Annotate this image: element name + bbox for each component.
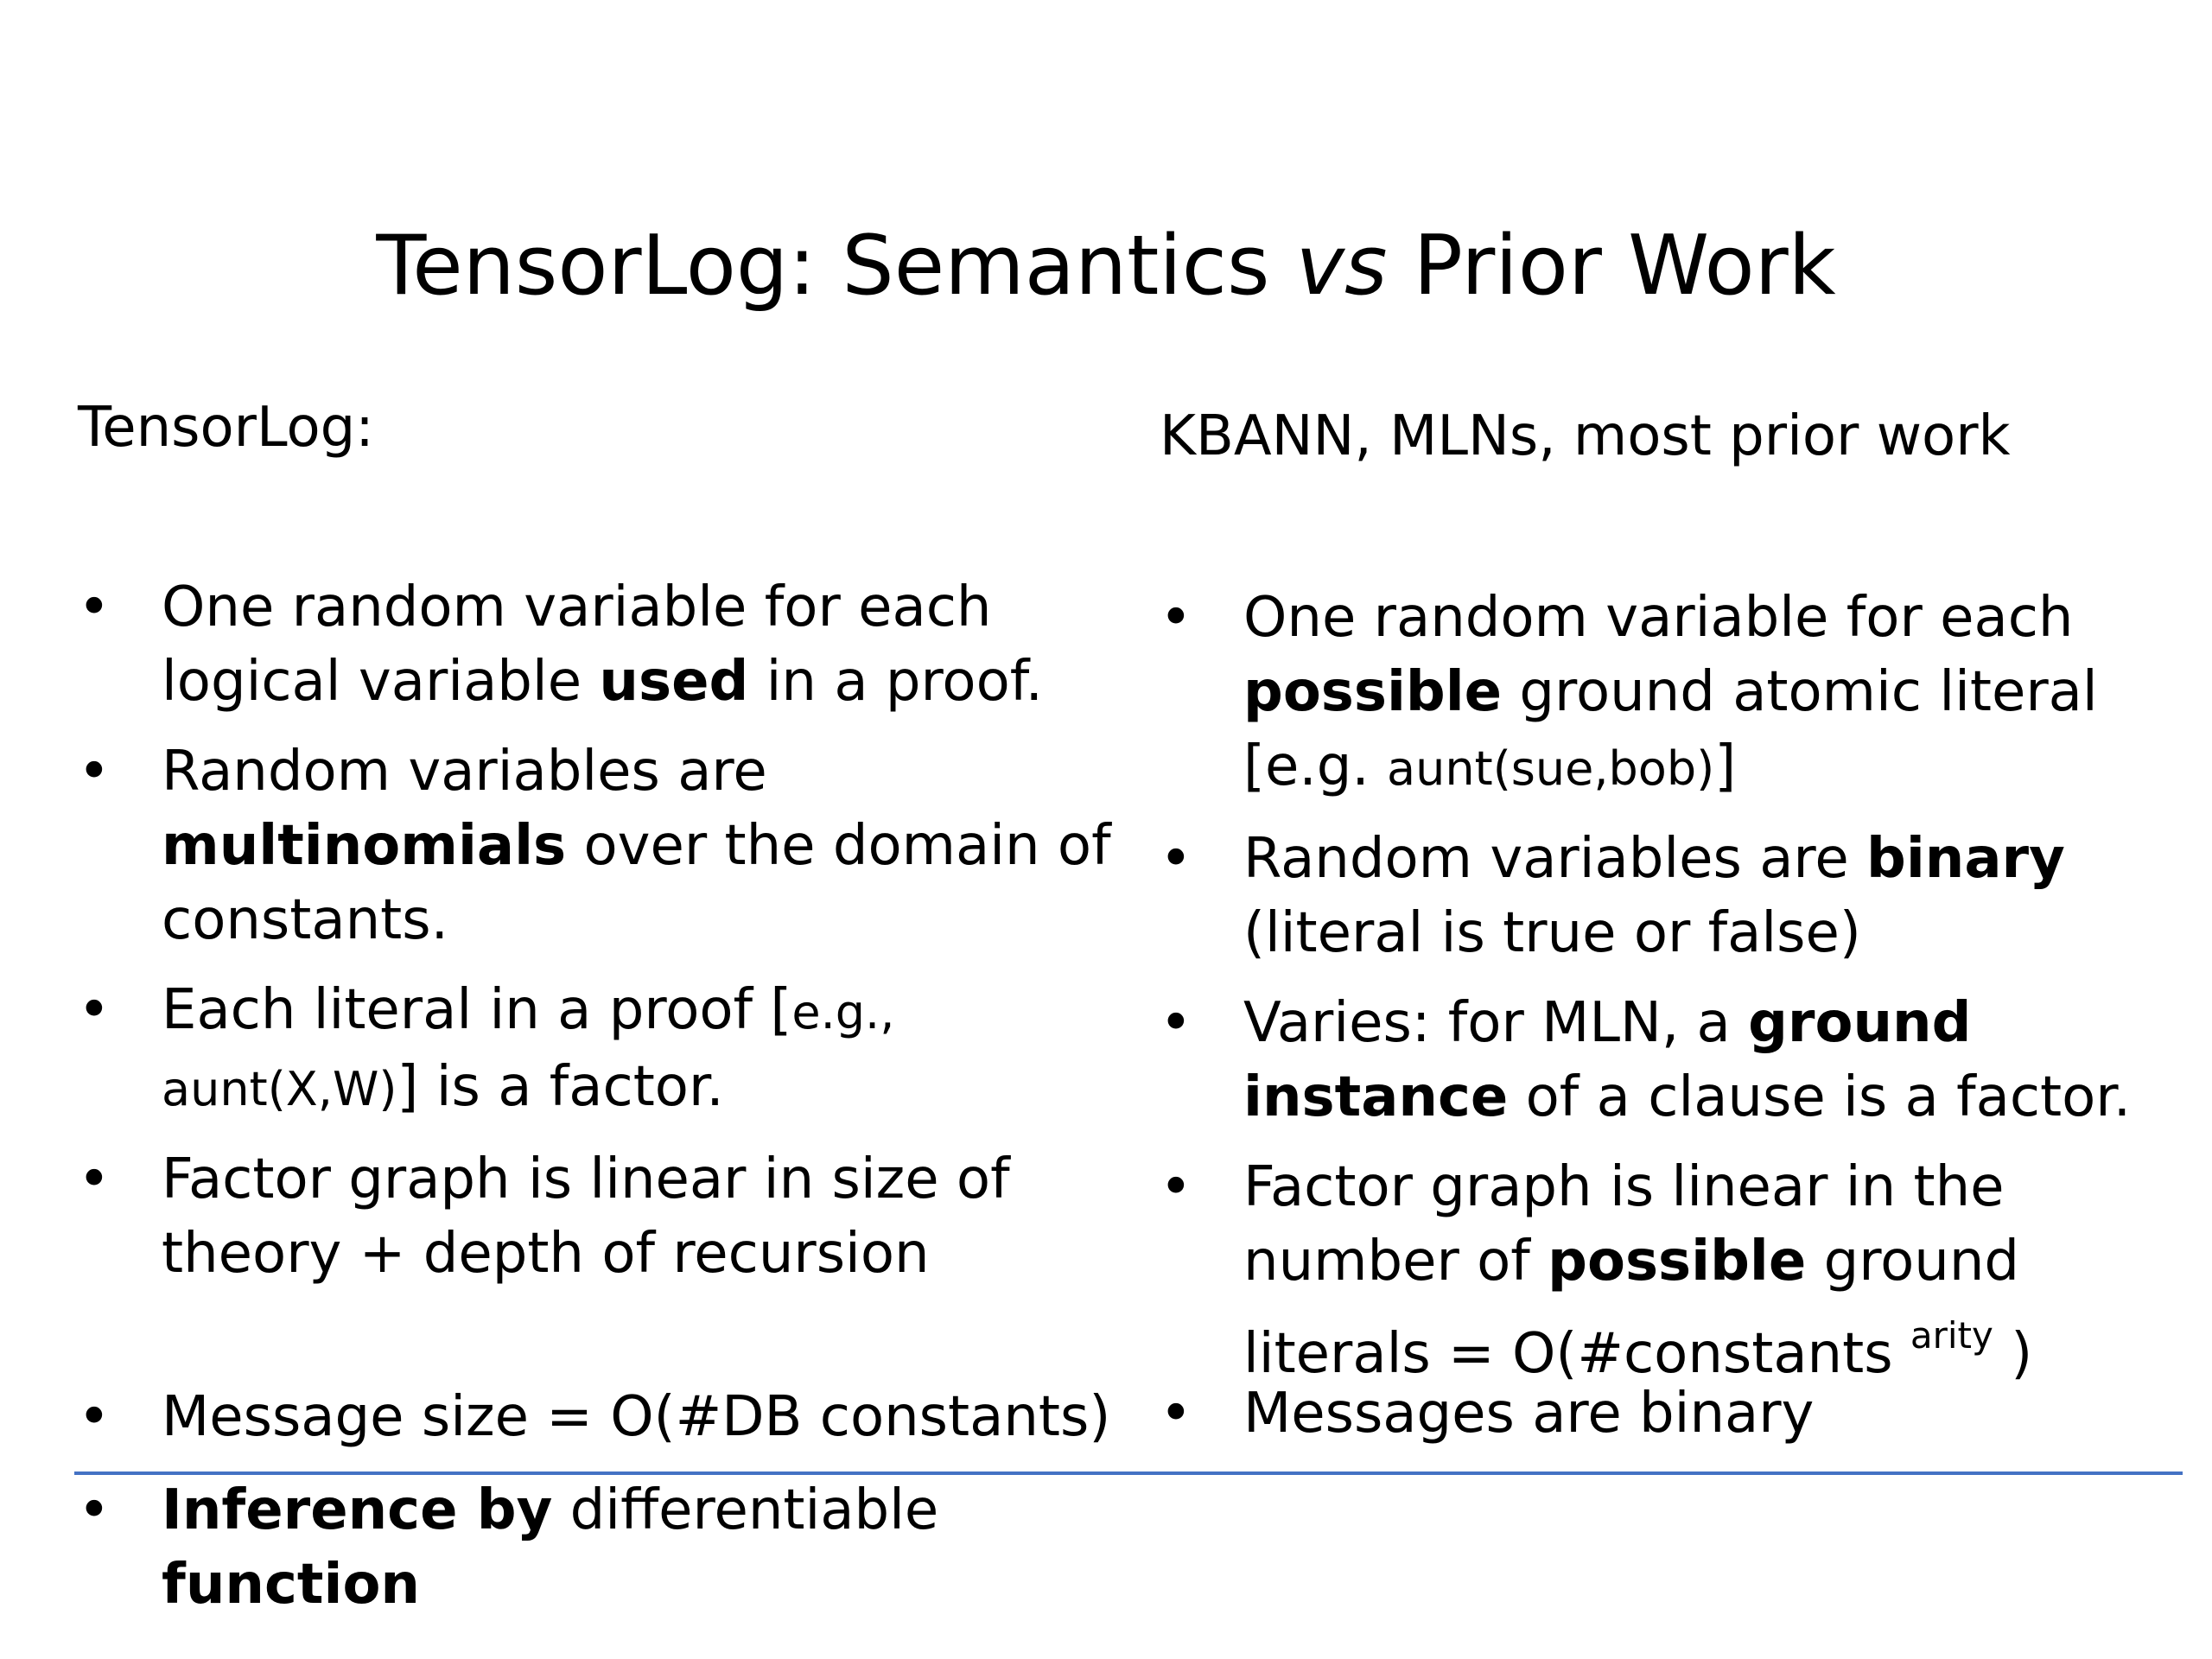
left-bullet-list-footer	[78, 1473, 1123, 1622]
left-bullet-5: • Message size = O(#DB constants)	[78, 1380, 1123, 1454]
right-bullet-list-lower	[1160, 1376, 2205, 1451]
right-bullet-4: • Factor graph is linear in the number of possible ground literals = O(#constants $^{arity}$ )	[1160, 1150, 2205, 1391]
right-bullet-2: • Random variables are binary (literal is true or false)	[1160, 822, 2205, 970]
title-part-2: Prior Work	[1387, 219, 1836, 314]
right-bullet-3: • Varies: for MLN, a ground instance of a clause is a factor.	[1160, 986, 2205, 1135]
title-part-1: TensorLog: Semantics	[376, 219, 1296, 314]
left-bullet-2: • Random variables are multinomials over the domain of constants.	[78, 734, 1123, 957]
left-bullet-6: • Inference by differentiable function	[78, 1473, 1123, 1622]
slide-title	[0, 214, 2212, 318]
left-bullet-4: • Factor graph is linear in size of theory + depth of recursion	[78, 1142, 1123, 1291]
right-bullet-5: • Messages are binary	[1160, 1376, 2205, 1451]
left-bullet-1: • One random variable for each logical variable used in a proof.	[78, 570, 1123, 719]
right-bullet-list-upper	[1160, 581, 2205, 1391]
left-bullet-list-lower	[78, 1380, 1123, 1454]
right-column-heading: KBANN, MLNs, most prior work	[1160, 404, 2011, 468]
horizontal-rule	[74, 1471, 2183, 1475]
right-bullet-1: • One random variable for each possible ground atomic literal [e.g. aunt(sue,bob)]	[1160, 581, 2205, 806]
left-bullet-list-upper	[78, 570, 1123, 1291]
left-column-heading: TensorLog:	[78, 396, 374, 460]
left-bullet-3: • Each literal in a proof [e.g., aunt(X,W)] is a factor.	[78, 973, 1123, 1127]
title-vs: vs	[1295, 219, 1388, 314]
